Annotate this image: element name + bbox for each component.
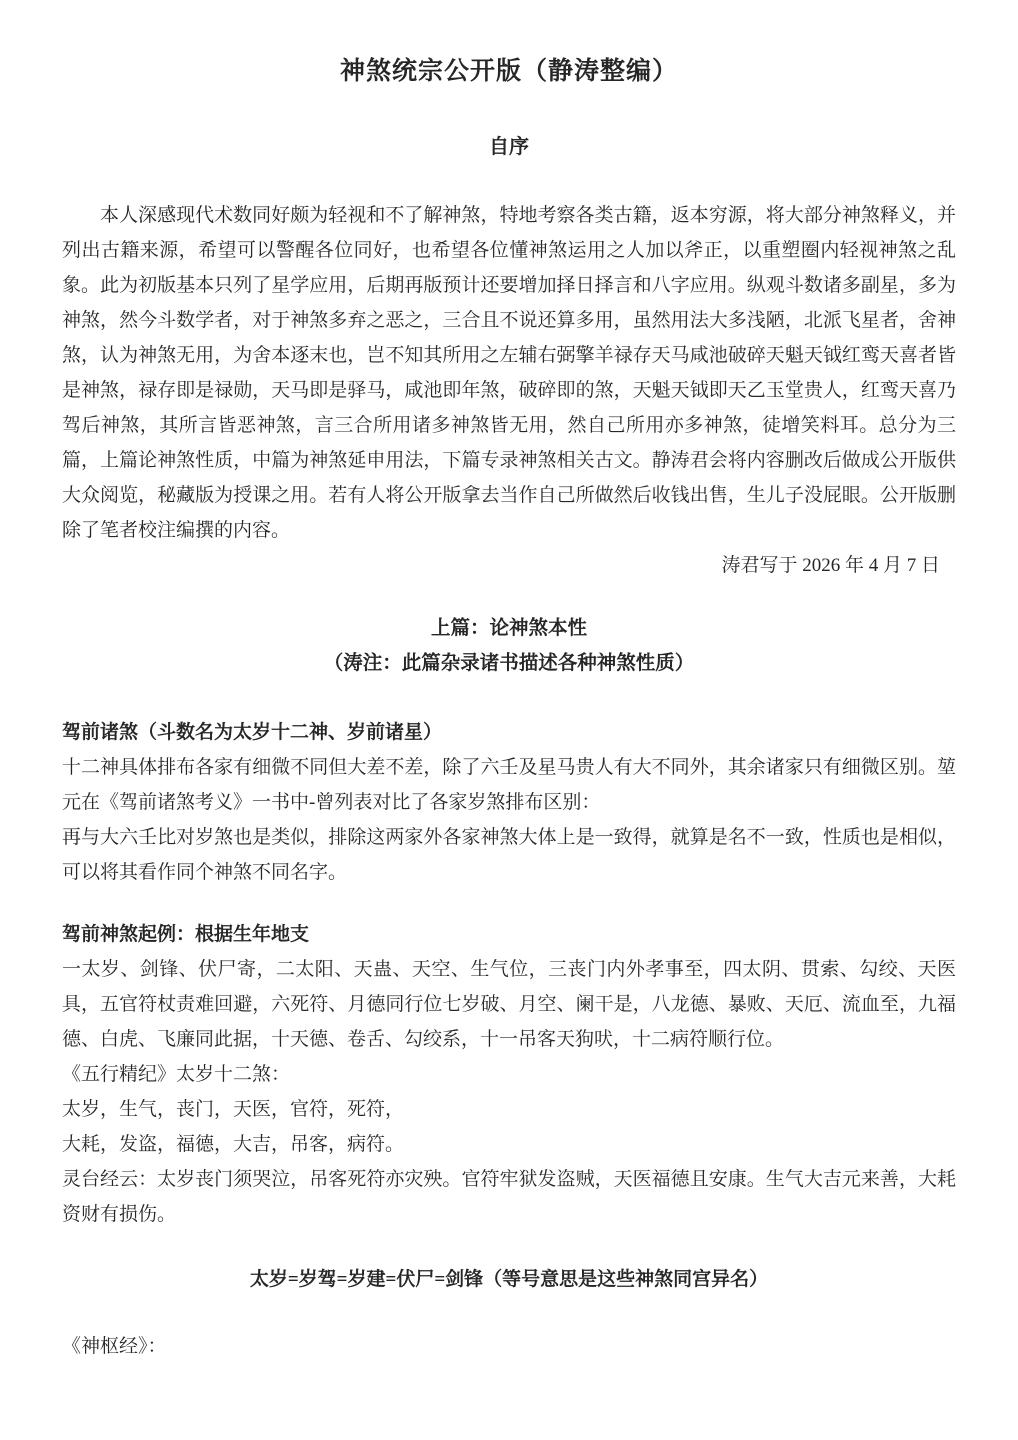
section-paragraph: 《五行精纪》太岁十二煞： bbox=[62, 1064, 291, 1085]
preface-paragraph: 本人深感现代术数同好颇为轻视和不了解神煞，特地考察各类古籍，返本穷源，将大部分神煞释义，并列出古籍来源，希望可以警醒各位同好，也希望各位懂神煞运用之人加以斧正，以重塑圈内轻视神煞之乱象。此为初版基本只列了星学应用，后期再版预计还要增加择日择言和八字应用。纵观斗数诸多副星，多为神煞，然今斗数学者，对于神煞多弃之恶之，三合且不说还算多用，虽然用法大多浅陋，北派飞星者，舍神煞，认为神煞无用，为舍本逐末也，岂不知其所用之左辅右弼擎羊禄存天马咸池破碎天魁天钺红鸾天喜者皆是神煞，禄存即是禄勋，天马即是驿马，咸池即年煞，破碎即的煞，天魁天钺即天乙玉堂贵人，红鸾天喜乃驾后神煞，其所言皆恶神煞，言三合所用诸多神煞皆无用，然自己所用亦多神煞，徒增笑料耳。总分为三篇，上篇论神煞性质，中篇为神煞延申用法，下篇专录神煞相关古文。静涛君会将内容删改后做成公开版供大众阅览，秘藏版为授课之用。若有人将公开版拿去当作自己所做然后收钱出售，生儿子没屁眼。公开版删除了笔者校注编撰的内容。 bbox=[62, 205, 956, 541]
section-paragraph: 一太岁、剑锋、伏尸寄，二太阳、天蛊、天空、生气位，三丧门内外孝事至，四太阴、贯索、勾绞、天医具，五官符杖责难回避，六死符、月德同行位七岁破、月空、阑干是，八龙德、暴败、天厄、流血至，九福德、白虎、飞廉同此据，十天德、卷舌、勾绞系，十一吊客天狗吠，十二病符顺行位。 bbox=[62, 959, 956, 1050]
section-paragraph: 大耗，发盗，福德，大吉，吊客，病符。 bbox=[62, 1134, 405, 1155]
section-paragraph: 再与大六壬比对岁煞也是类似，排除这两家外各家神煞大体上是一致得，就算是名不一致，性质也是相似，可以将其看作同个神煞不同名字。 bbox=[62, 827, 956, 883]
section-paragraph: 太岁，生气，丧门，天医，官符，死符， bbox=[62, 1099, 405, 1120]
equivalence-note: 太岁=岁驾=岁建=伏尸=剑锋（等号意思是这些神煞同宫异名） bbox=[249, 1269, 769, 1290]
section-jiaqian-zhusha bbox=[62, 715, 956, 890]
section-paragraph: 十二神具体排布各家有细微不同但大差不差，除了六壬及星马贵人有大不同外，其余诸家只有细微区别。堃元在《驾前诸煞考义》一书中-曾列表对比了各家岁煞排布区别： bbox=[62, 757, 956, 813]
section-heading-qili: 驾前神煞起例：根据生年地支 bbox=[62, 924, 310, 945]
part-note: （涛注：此篇杂录诸书描述各种神煞性质） bbox=[323, 653, 695, 674]
section-qili bbox=[62, 917, 956, 1232]
page-title: 神煞统宗公开版（静涛整编） bbox=[339, 58, 678, 85]
closing-reference: 《神枢经》： bbox=[62, 1336, 167, 1357]
signature-line: 涛君写于 2026 年 4 月 7 日 bbox=[721, 555, 940, 576]
section-heading-jiaqian-zhusha: 驾前诸煞（斗数名为太岁十二神、岁前诸星） bbox=[62, 722, 443, 743]
part-heading: 上篇：论神煞本性 bbox=[430, 618, 587, 639]
section-paragraph: 灵台经云：太岁丧门须哭泣，吊客死符亦灾殃。官符牢狱发盗贼，天医福德且安康。生气大吉元来善，大耗资财有损伤。 bbox=[62, 1169, 956, 1225]
preface-heading: 自序 bbox=[489, 136, 529, 158]
